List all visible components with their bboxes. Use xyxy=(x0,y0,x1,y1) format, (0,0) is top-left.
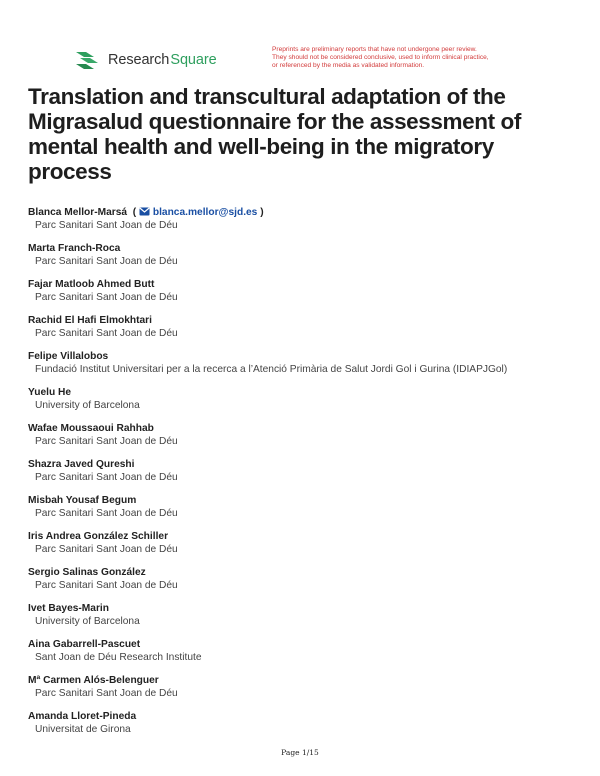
author-entry xyxy=(28,602,588,628)
author-name: Misbah Yousaf Begum xyxy=(28,495,137,506)
author-entry xyxy=(28,278,588,304)
author-name: Yuelu He xyxy=(28,387,72,398)
author-name: Iris Andrea González Schiller xyxy=(28,531,169,542)
author-affiliation: Sant Joan de Déu Research Institute xyxy=(35,652,202,663)
header xyxy=(74,46,534,76)
logo-word-square: Square xyxy=(170,52,217,68)
author-entry xyxy=(28,494,588,520)
preprint-notice xyxy=(272,46,542,71)
author-entry xyxy=(28,530,588,556)
email-close-paren: ) xyxy=(260,207,264,218)
author-affiliation: Parc Sanitari Sant Joan de Déu xyxy=(35,544,178,555)
author-affiliation: Parc Sanitari Sant Joan de Déu xyxy=(35,472,178,483)
author-affiliation: Parc Sanitari Sant Joan de Déu xyxy=(35,580,178,591)
author-affiliation: University of Barcelona xyxy=(35,400,140,411)
author-name: Felipe Villalobos xyxy=(28,351,109,362)
author-entry xyxy=(28,710,588,736)
author-entry xyxy=(28,242,588,268)
author-affiliation: Parc Sanitari Sant Joan de Déu xyxy=(35,508,178,519)
author-affiliation: University of Barcelona xyxy=(35,616,140,627)
author-list xyxy=(28,206,588,746)
paper-title: Translation and transcultural adaptation of the Migrasalud questionnaire for the assessment of mental health and well-being in the migratory process xyxy=(28,84,521,184)
author-name: Wafae Moussaoui Rahhab xyxy=(28,423,154,434)
author-affiliation: Parc Sanitari Sant Joan de Déu xyxy=(35,256,178,267)
email-open-paren: ( xyxy=(132,207,137,218)
author-name: Marta Franch-Roca xyxy=(28,243,121,254)
author-affiliation: Parc Sanitari Sant Joan de Déu xyxy=(35,688,178,699)
author-entry xyxy=(28,674,588,700)
author-name: Mª Carmen Alós-Belenguer xyxy=(28,675,159,686)
author-affiliation: Parc Sanitari Sant Joan de Déu xyxy=(35,328,178,339)
notice-line: or referenced by the media as validated information. xyxy=(272,62,425,70)
author-name-text: Blanca Mellor-Marsá xyxy=(28,207,128,218)
author-name: Fajar Matloob Ahmed Butt xyxy=(28,279,155,290)
author-affiliation: Fundació Institut Universitari per a la recerca a l’Atenció Primària de Salut Jordi Gol i Gurina (IDIAPJGol) xyxy=(35,364,508,375)
notice-line: Preprints are preliminary reports that have not undergone peer review. xyxy=(272,46,477,53)
author-entry xyxy=(28,386,588,412)
corresponding-email-link[interactable]: blanca.mellor@sjd.es xyxy=(152,207,258,218)
logo-word-research: Research xyxy=(108,52,170,68)
page-number: Page 1/15 xyxy=(281,748,319,757)
envelope-icon xyxy=(139,207,150,216)
author-name: Sergio Salinas González xyxy=(28,567,146,578)
author-name: Ivet Bayes-Marin xyxy=(28,603,109,614)
author-name: Amanda Lloret-Pineda xyxy=(28,711,137,722)
author-name: Aina Gabarrell-Pascuet xyxy=(28,639,141,650)
author-entry xyxy=(28,566,588,592)
author-name: Rachid El Hafi Elmokhtari xyxy=(28,315,152,326)
notice-line: They should not be considered conclusive, used to inform clinical practice, xyxy=(272,54,489,62)
author-entry xyxy=(28,638,588,664)
author-entry xyxy=(28,458,588,484)
author-affiliation: Universitat de Girona xyxy=(35,724,131,735)
research-square-logo[interactable] xyxy=(74,48,217,72)
research-square-logo-icon xyxy=(74,48,100,72)
author-entry xyxy=(28,422,588,448)
author-entry xyxy=(28,206,588,232)
author-name xyxy=(28,206,588,219)
author-affiliation: Parc Sanitari Sant Joan de Déu xyxy=(35,436,178,447)
author-affiliation: Parc Sanitari Sant Joan de Déu xyxy=(35,292,178,303)
author-name: Shazra Javed Qureshi xyxy=(28,459,135,470)
author-entry xyxy=(28,350,588,376)
author-entry xyxy=(28,314,588,340)
logo-text xyxy=(108,52,217,68)
author-affiliation: Parc Sanitari Sant Joan de Déu xyxy=(35,220,178,231)
